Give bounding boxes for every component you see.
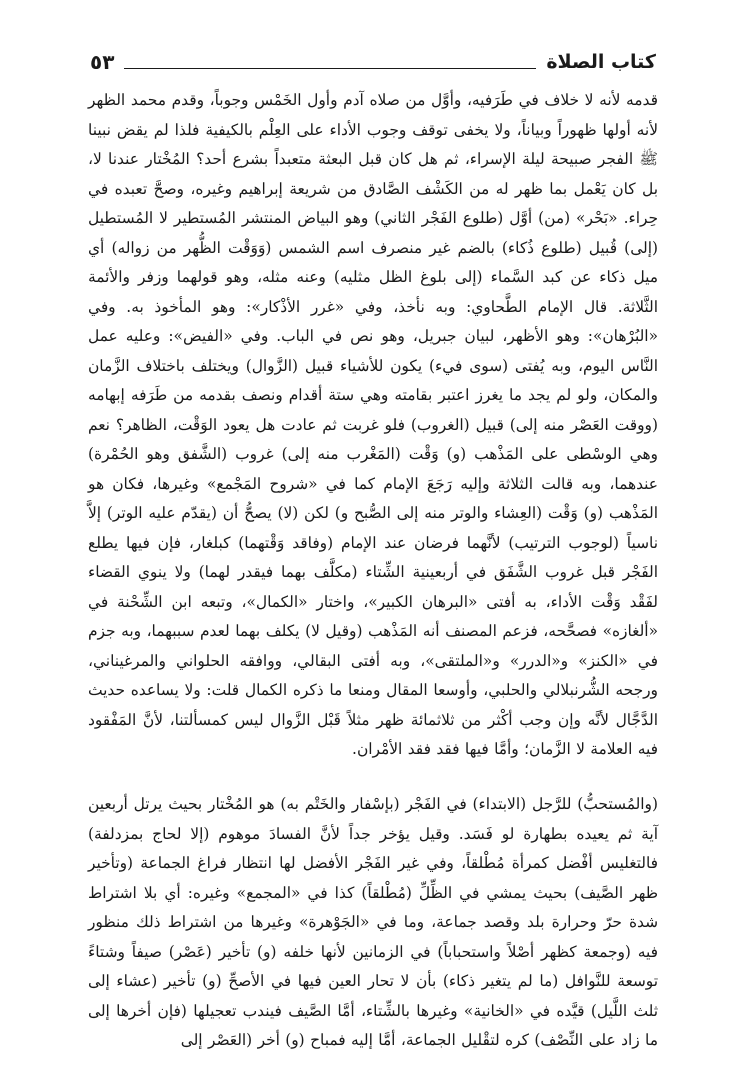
paragraph-2-text: (والمُستحبُّ) للرَّجل (الابتداء) في الفَجْر (بإسْفار والخَتْم به) هو المُخْتار بحيث يرتل أربعين آية ثم يعيده بطهارة لو فَسَد. وقيل يؤخر جداً لأنَّ الفسادَ موهوم (إلا لحاج بمزدلفة) فالتغليس أفْضل كمرأة مُطْلقاً، وفي غير الفَجْر الأفضل لها انتظار فراغ الجماعة (وتأخير ظهر الصَّيف) بحيث يمشي في الظِّلِّ (مُطْلقاً) كذا في «المجمع» وغيره: أي بلا اشتراط شدة حرّ وحرارة بلد وقصد جماعة، وما في «الجَوْهرة» وغيرها من اشتراط ذلك منظور فيه (وجمعة كظهر أصْلاً واستحباباً) في الزمانين لأنها خلفه (و) تأخير (عَصْر) صيفاً وشتاءً توسعة للنَّوافل (ما لم يتغير ذكاء) بأن لا تحار العين فيها في الأصحِّ (و) تأخير (عشاء إلى ثلث اللَّيل) قيَّده في «الخانية» وغيرها بالشِّتاء، أمَّا الصَّيف فيندب تعجيلها (فإن أخرها إلى ما زاد على النِّصْف) كره لتقْليل الجماعة، أمَّا إليه فمباح (و) أخر (العَصْر إلى — [88, 795, 658, 1049]
chapter-title: كتاب الصلاة — [546, 51, 656, 73]
page-header — [90, 46, 656, 74]
paragraph-1 — [88, 86, 658, 765]
paragraph-1-text: قدمه لأنه لا خلاف في طَرَفيه، وأوَّل من صلاه آدم وأول الخَمْس وجوباً، وقدم محمد الظهر لأنه أولها ظهوراً وبياناً، ولا يخفى توقف وجوب الأداء على العِلْم بالكيفية فلذا لم يقض نبينا ﷺ الفجر صبيحة ليلة الإسراء، ثم هل كان قبل البعثة متعبداً بشرع أحد؟ المُخْتار عندنا لا، بل كان يَعْمل بما ظهر له من الكَشْف الصَّادق من شريعة إبراهيم وغيره، وصحَّ تعبده في حِراء. «بَحْر» (من) أوَّل (طلوع الفَجْر الثاني) وهو البياض المنتشر المُستطير لا المُستطيل (إلى) قُبيل (طلوع ذُكاء) بالضم غير منصرف اسم الشمس (وَوَقْت الظُّهر من زواله) أي ميل ذكاء عن كبد السَّماء (إلى بلوغ الظل مثليه) وعنه مثله، وهو قولهما وزفر والأئمة الثَّلاثة. قال الإمام الطَّحاوي: وبه نأخذ، وفي «غرر الأذْكار»: وهو المأخوذ به. وفي «البُرْهان»: وهو الأظهر، لبيان جبريل، وهو نص في الباب. وفي «الفيض»: وعليه عمل النَّاس اليوم، وبه يُفتى (سوى فيء) يكون للأشياء قبيل (الزَّوال) ويختلف باختلاف الزَّمان والمكان، ولو لم يجد ما يغرز اعتبر بقامته وهي ستة أقدام ونصف بقدمه من طَرَفه إبهامه (ووقت العَصْر منه إلى) قبيل (الغروب) فلو غربت ثم عادت هل يعود الوَقْت، الظاهر؟ نعم وهي الوسْطى على المَذْهب (و) وَقْت (المَغْرب منه إلى) غروب (الشَّفق وهو الحُمْرة) عندهما، وبه قالت الثلاثة وإليه رَجَعَ الإمام كما في «شروح المَجْمع» وغيرها، فكان هو المَذْهب (و) وَقْت (العِشاء والوتر منه إلى الصُّبح و) لكن (لا) يصحُّ أن (يقدّم عليه الوتر) إلاَّ ناسياً (لوجوب الترتيب) لأنَّهما فرضان عند الإمام (وفاقد وَقْتهما) كبلغار، فإن فيها يطلع الفَجْر قبل غروب الشَّفَق في أربعينية الشِّتاء (مكلَّف بهما فيقدر لهما) ولا ينوي القضاء لفَقْد وَقْت الأداء، به أفتى «البرهان الكبير»، واختار «الكمال»، وتبعه ابن الشِّحْنة في «ألغازه» فصحَّحه، فزعم المصنف أنه المَذْهب (وقيل لا) يكلف بهما لعدم سببهما، وبه جزم في «الكنز» و«الدرر» و«الملتقى»، وبه أفتى البقالي، ووافقه الحلواني والمرغيناني، ورجحه الشُّرنبلالي والحلبي، وأوسعا المقال ومنعا ما ذكره الكمال قلت: ولا يساعده حديث الدَّجَّال لأنَّه وإن وجب أكْثر من ثلاثمائة ظهر مثلاً قَبْل الزَّوال ليس كمسألتنا، لأنَّ المَفْقود فيه العلامة لا الزَّمان؛ وأمَّا فيها فقد فقد الأمْران. — [88, 91, 658, 758]
paragraph-2 — [88, 790, 658, 1056]
header-rule — [124, 68, 536, 69]
page-number: ٥٣ — [90, 50, 115, 74]
